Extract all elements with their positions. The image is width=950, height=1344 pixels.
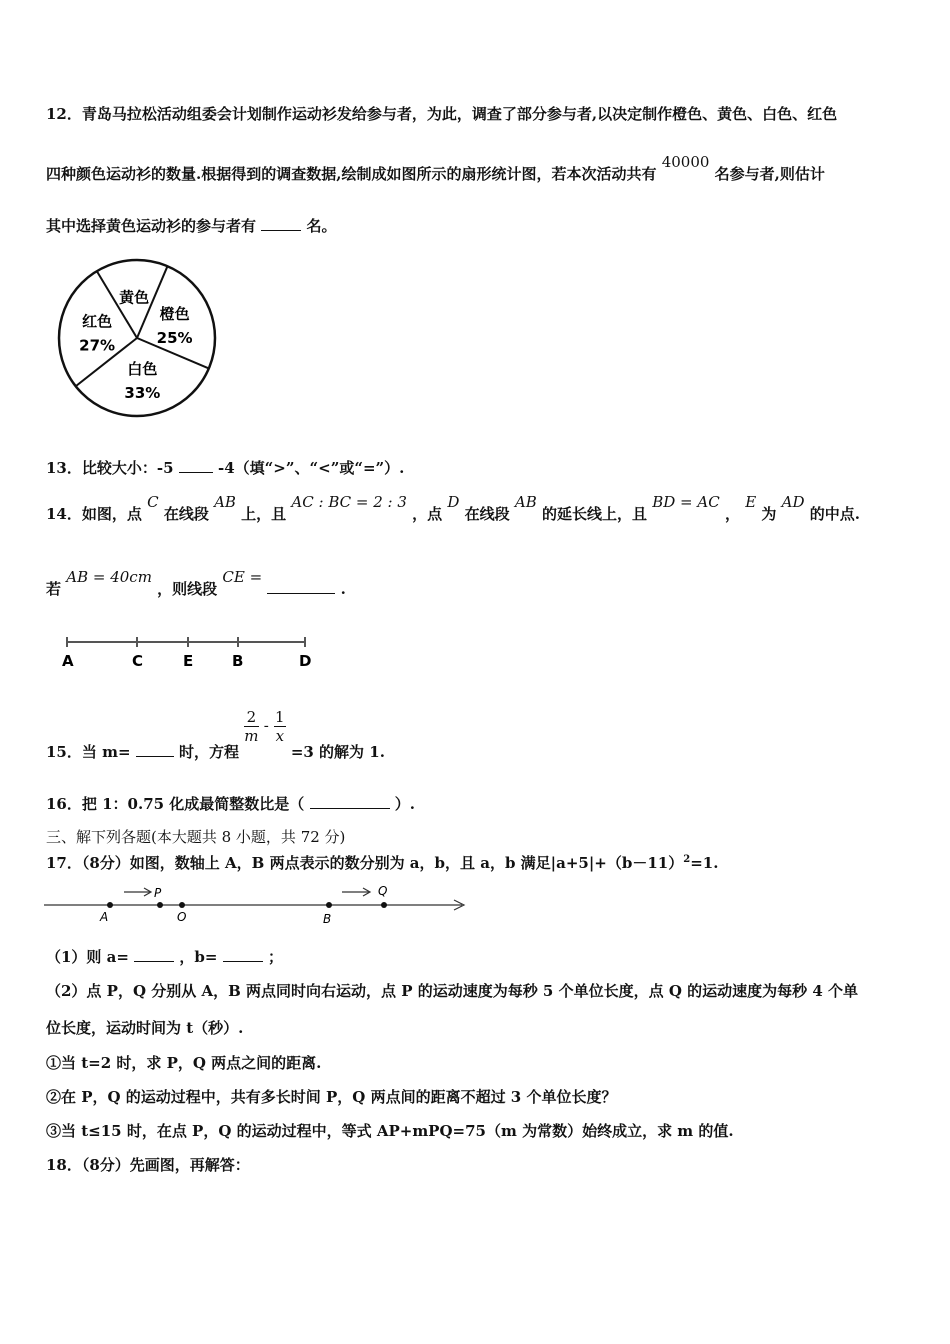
q17-exponent: 2 bbox=[683, 854, 691, 865]
point-q-dot bbox=[381, 902, 387, 908]
q12-participant-count: 40000 bbox=[661, 153, 710, 171]
q14-line2 bbox=[46, 568, 346, 599]
label-o: O bbox=[177, 910, 187, 924]
pie-slice-label: 橙色 bbox=[159, 304, 190, 323]
q15-num2: 1 bbox=[275, 708, 285, 726]
q14-p2: 在线段 bbox=[163, 505, 209, 523]
q17-p1-c: ； bbox=[267, 948, 283, 966]
q12-line3 bbox=[46, 215, 337, 236]
q12-line2 bbox=[46, 153, 825, 184]
q14-p4: ，点 bbox=[412, 505, 443, 523]
q13 bbox=[46, 457, 404, 478]
q12-line1: 12．青岛马拉松活动组委会计划制作运动衫发给参与者，为此，调查了部分参与者,以决定制作橙色、黄色、白色、红色 bbox=[46, 105, 838, 123]
q14-answer-blank bbox=[267, 592, 335, 594]
label-a: A bbox=[62, 652, 74, 670]
q15-answer-blank bbox=[136, 755, 174, 757]
q14-p7: ， bbox=[724, 505, 740, 523]
q14-point-c: C bbox=[147, 493, 159, 511]
pie-chart bbox=[55, 258, 220, 418]
q17-stem bbox=[46, 852, 718, 873]
label-b: B bbox=[232, 652, 244, 670]
q12-line3-text-a: 其中选择黄色运动衫的参与者有 bbox=[46, 217, 257, 235]
label-p: P bbox=[154, 886, 162, 900]
q15-minus: - bbox=[263, 716, 269, 735]
section-three-heading: 三、解下列各题(本大题共 8 小题，共 72 分) bbox=[46, 828, 346, 846]
q17-case1: ①当 t=2 时，求 P，Q 两点之间的距离. bbox=[46, 1054, 322, 1072]
label-d: D bbox=[299, 652, 312, 670]
label-a: A bbox=[100, 910, 109, 924]
q13-answer-blank bbox=[179, 471, 213, 473]
q14-segment-ab-2: AB bbox=[514, 493, 537, 511]
q15-text-b: 时，方程 bbox=[179, 742, 240, 761]
q14-ratio: AC : BC = 2 : 3 bbox=[291, 493, 407, 511]
q17-b-blank bbox=[223, 960, 263, 962]
label-c: C bbox=[132, 652, 144, 670]
q14-point-e: E bbox=[745, 493, 757, 511]
q12-answer-blank bbox=[261, 229, 301, 231]
q15-text-a: 15．当 m= bbox=[46, 742, 131, 761]
q14-p1: 14．如图，点 bbox=[46, 505, 142, 523]
q14-equation: BD = AC bbox=[652, 493, 720, 511]
q14-l2-b: ，则线段 bbox=[157, 580, 218, 598]
q17-part2-line2: 位长度，运动时间为 t（秒）. bbox=[46, 1019, 244, 1037]
q14-segment-ad: AD bbox=[781, 493, 805, 511]
label-e: E bbox=[183, 652, 194, 670]
point-a-dot bbox=[107, 902, 113, 908]
q18: 18．（8分）先画图，再解答： bbox=[46, 1156, 250, 1174]
q17-p1-b: ，b= bbox=[179, 948, 218, 966]
q14-segment-ab: AB bbox=[214, 493, 236, 511]
q15-den2: x bbox=[275, 727, 285, 745]
q16-text-b: ）. bbox=[394, 795, 415, 813]
point-o-dot bbox=[179, 902, 185, 908]
q14-p6: 的延长线上，且 bbox=[541, 505, 647, 523]
pie-slice-value: 33% bbox=[124, 384, 161, 403]
q17-part1 bbox=[46, 946, 283, 967]
q14-p5: 在线段 bbox=[464, 505, 510, 523]
point-b-dot bbox=[326, 902, 332, 908]
q17-case3: ③当 t≤15 时，在点 P，Q 的运动过程中，等式 AP+mPQ=75（m 为常数）始终成立，求 m 的值. bbox=[46, 1122, 734, 1140]
q12-line3-text-b: 名。 bbox=[306, 217, 337, 235]
label-b: B bbox=[323, 912, 332, 926]
q14-point-d: D bbox=[447, 493, 460, 511]
pie-slice-label: 白色 bbox=[127, 360, 158, 379]
q14-l2-a: 若 bbox=[46, 580, 62, 598]
pie-slice-label: 红色 bbox=[82, 312, 113, 331]
q14-p8: 为 bbox=[761, 505, 777, 523]
q15-text-c: =3 的解为 1. bbox=[290, 742, 385, 761]
q14-l2-c: . bbox=[340, 580, 346, 598]
q12-line2-text-b: 名参与者,则估计 bbox=[714, 165, 825, 183]
pie-slice-value: 25% bbox=[156, 328, 193, 347]
q13-text-b: -4（填“>”、“<”或“=”）. bbox=[218, 459, 405, 477]
q17-stem-text: 17．（8分）如图，数轴上 A，B 两点表示的数分别为 a，b，且 a，b 满足|a+5|+（b－11） bbox=[46, 854, 684, 872]
q15-num1: 2 bbox=[244, 708, 258, 727]
segment-diagram bbox=[55, 632, 325, 672]
q14-p9: 的中点. bbox=[809, 505, 860, 523]
q17-a-blank bbox=[134, 960, 174, 962]
q16-answer-blank bbox=[310, 807, 390, 809]
q15-den1: m bbox=[244, 727, 259, 745]
q15 bbox=[46, 708, 385, 761]
q17-part2-line1: （2）点 P，Q 分别从 A，B 两点同时向右运动，点 P 的运动速度为每秒 5 个单位长度，点 Q 的运动速度为每秒 4 个单 bbox=[46, 982, 858, 1000]
q14-given: AB = 40cm bbox=[66, 568, 152, 586]
q16 bbox=[46, 793, 415, 814]
number-line bbox=[44, 878, 474, 928]
q17-stem-end: =1. bbox=[690, 854, 719, 872]
pie-slice-label: 黄色 bbox=[119, 288, 150, 307]
label-q: Q bbox=[378, 884, 388, 898]
q13-text-a: 13．比较大小：-5 bbox=[46, 459, 174, 477]
q17-case2: ②在 P，Q 的运动过程中，共有多长时间 P，Q 两点间的距离不超过 3 个单位长度？ bbox=[46, 1088, 617, 1106]
q15-fraction-1 bbox=[244, 708, 258, 745]
q12-line2-text-a: 四种颜色运动衫的数量.根据得到的调查数据,绘制成如图所示的扇形统计图，若本次活动共有 bbox=[46, 165, 657, 183]
pie-slice-value: 27% bbox=[79, 336, 116, 355]
point-p-dot bbox=[157, 902, 163, 908]
q16-text-a: 16．把 1：0.75 化成最简整数比是（ bbox=[46, 795, 305, 813]
q15-fraction-2 bbox=[274, 708, 286, 745]
q17-p1-a: （1）则 a= bbox=[46, 948, 129, 966]
q14-line1 bbox=[46, 493, 860, 524]
q14-ce: CE = bbox=[222, 568, 263, 586]
q14-p3: 上，且 bbox=[241, 505, 287, 523]
